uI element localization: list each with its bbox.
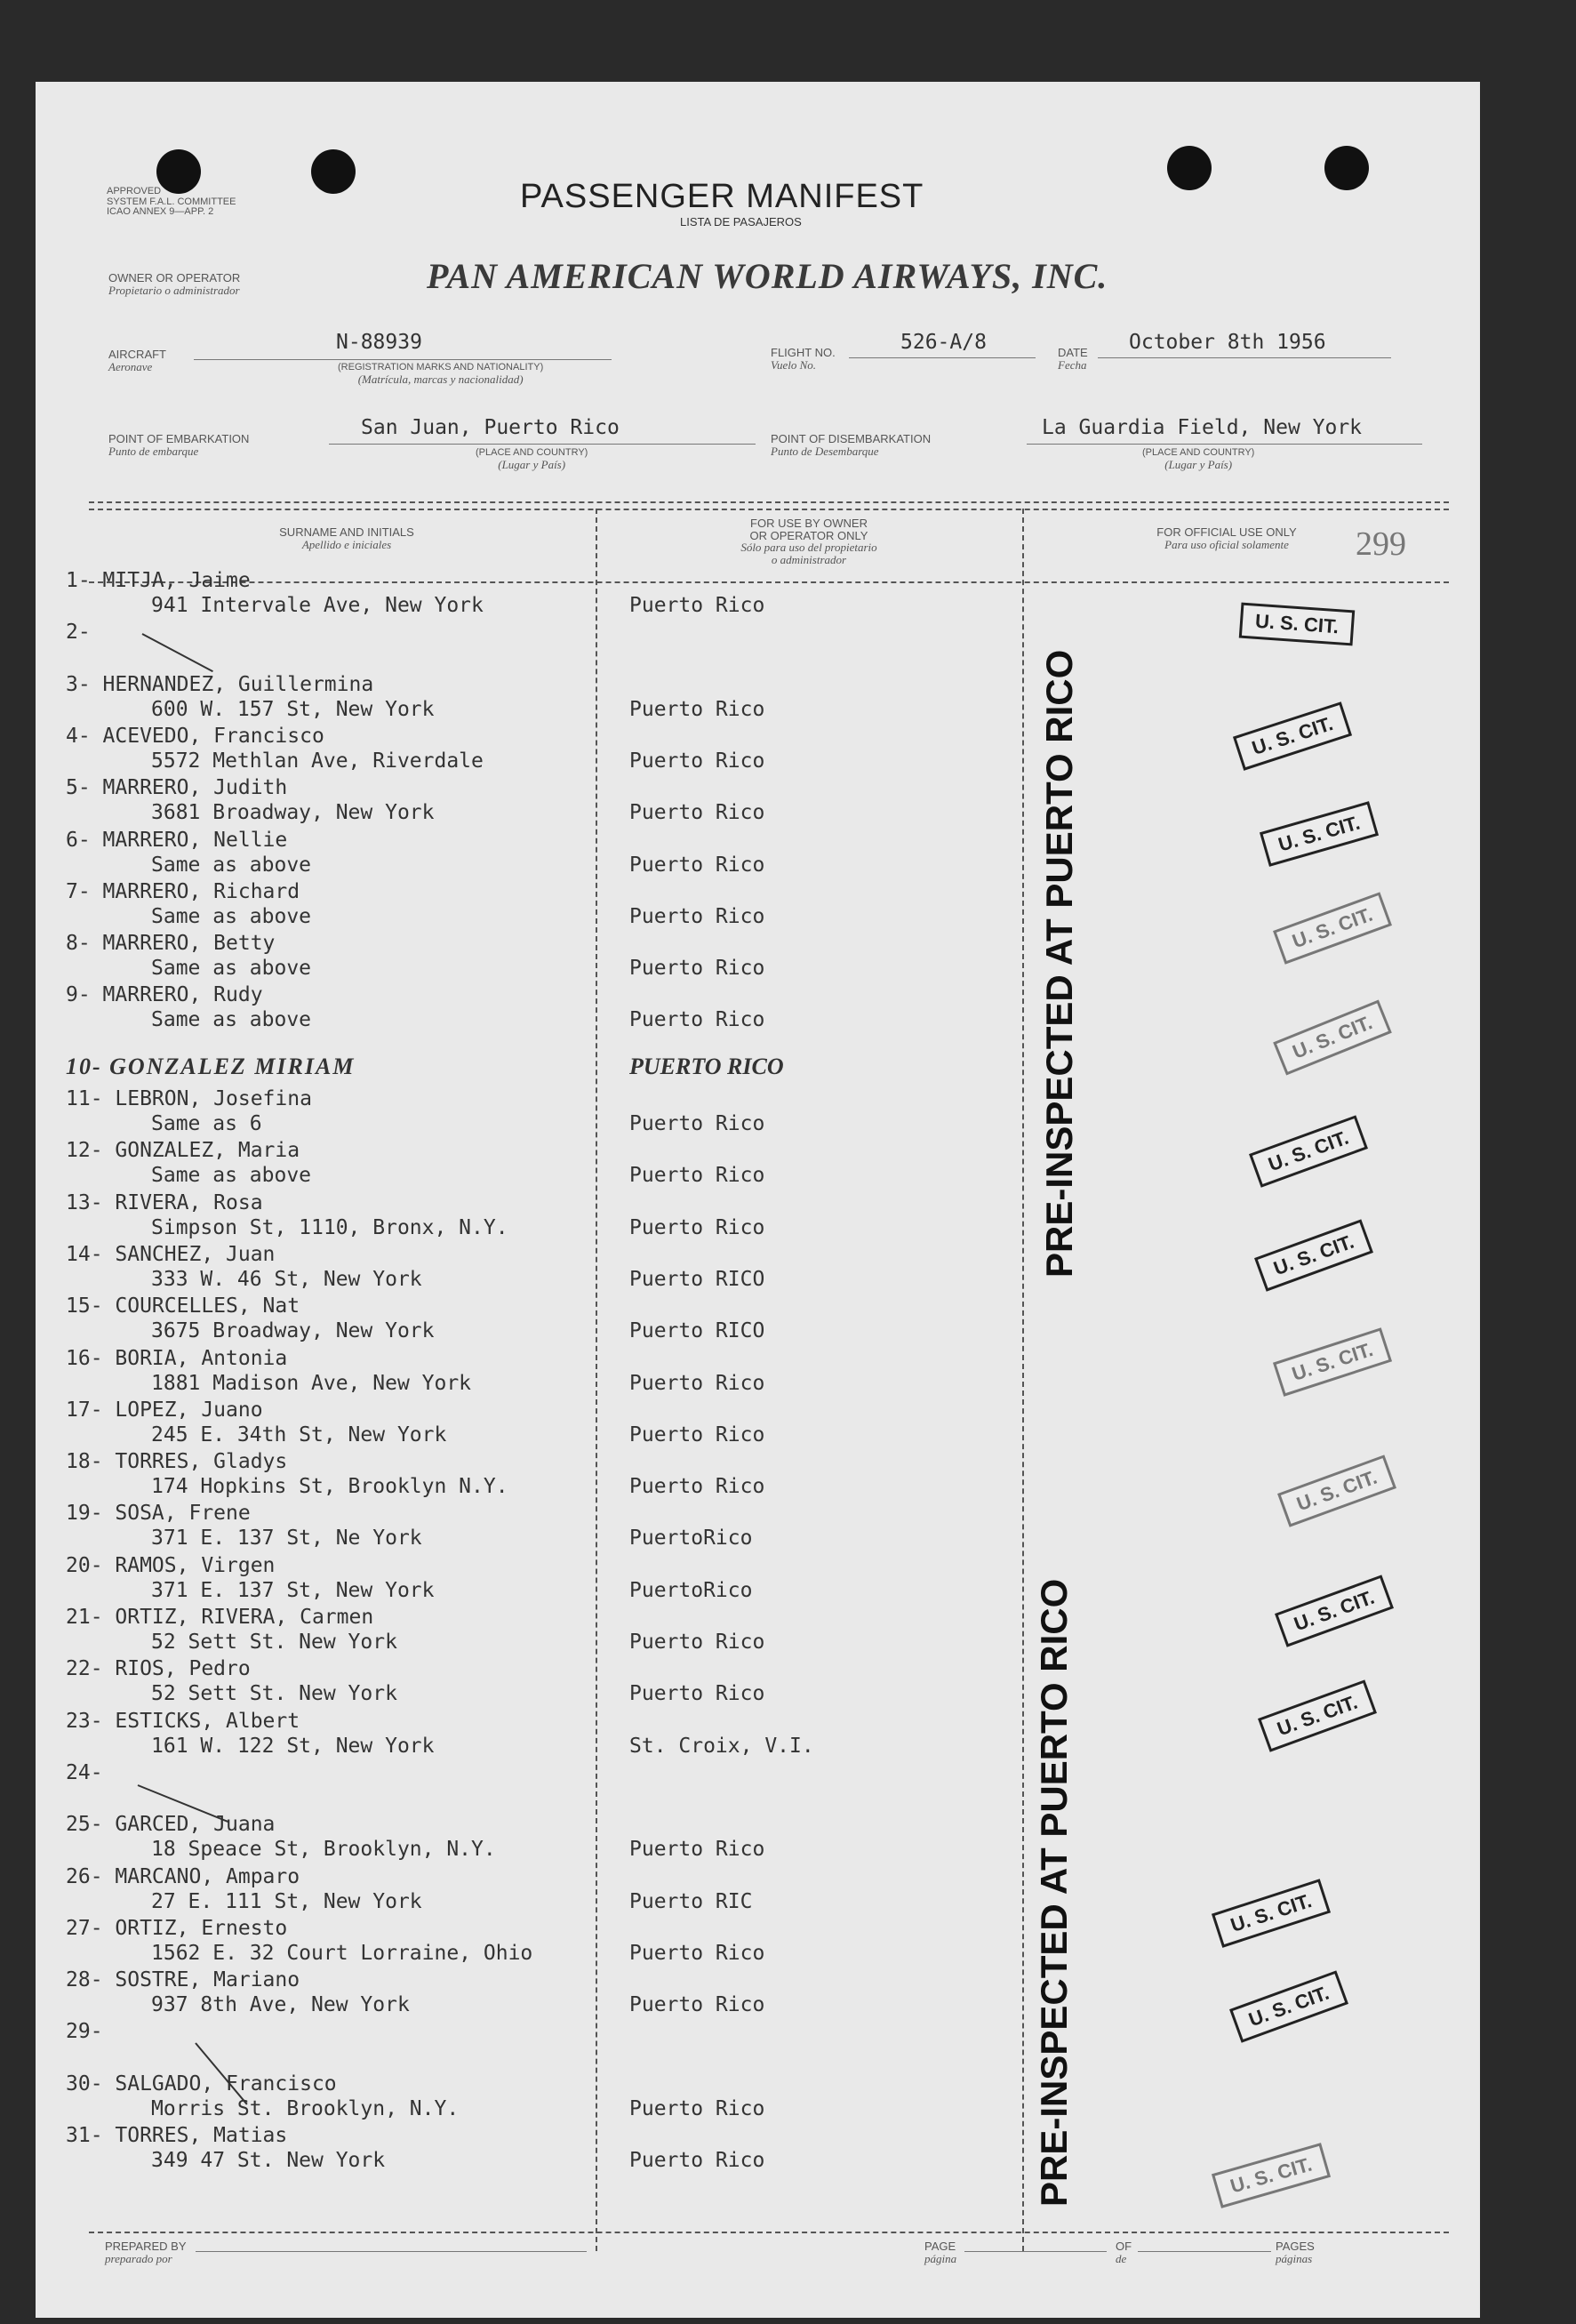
passenger-citizenship: Puerto Rico bbox=[629, 594, 765, 617]
passenger-citizenship: Puerto Rico bbox=[629, 1216, 765, 1239]
passenger-name: 14- SANCHEZ, Juan bbox=[66, 1243, 276, 1266]
preinspected-stamp: PRE-INSPECTED AT PUERTO RICO bbox=[1038, 649, 1080, 1278]
passenger-name: 9- MARRERO, Rudy bbox=[66, 983, 263, 1006]
passenger-citizenship: Puerto Rico bbox=[629, 801, 765, 824]
us-citizen-stamp: U. S. CIT. bbox=[1254, 1219, 1373, 1291]
passenger-row bbox=[36, 1761, 1480, 1813]
passenger-row bbox=[36, 1554, 1480, 1606]
passenger-name: 1- MITJA, Jaime bbox=[66, 569, 251, 592]
us-citizen-stamp: U. S. CIT. bbox=[1277, 1455, 1396, 1527]
passenger-name: 12- GONZALEZ, Maria bbox=[66, 1139, 300, 1162]
surname-header-es: Apellido e iniciales bbox=[301, 537, 392, 551]
pages-label bbox=[1276, 2240, 1315, 2264]
official-use-header-es: Para uso oficial solamente bbox=[1164, 537, 1289, 551]
passenger-name: 20- RAMOS, Virgen bbox=[66, 1554, 276, 1577]
passenger-row bbox=[36, 1294, 1480, 1346]
passenger-address: 937 8th Ave, New York bbox=[151, 1993, 410, 2016]
passenger-citizenship: Puerto RICO bbox=[629, 1268, 765, 1291]
passenger-address: Same as above bbox=[151, 853, 312, 877]
passenger-address: Same as above bbox=[151, 957, 312, 980]
us-citizen-stamp: U. S. CIT. bbox=[1233, 701, 1352, 771]
passenger-citizenship: PUERTO RICO bbox=[629, 1054, 784, 1079]
passenger-name: 7- MARRERO, Richard bbox=[66, 880, 300, 903]
date-label-es: Fecha bbox=[1058, 357, 1087, 372]
passenger-name: 6- MARRERO, Nellie bbox=[66, 829, 288, 852]
passenger-name: 21- ORTIZ, RIVERA, Carmen bbox=[66, 1606, 374, 1629]
passenger-address: 333 W. 46 St, New York bbox=[151, 1268, 422, 1291]
passenger-citizenship: PuertoRico bbox=[629, 1527, 753, 1550]
passenger-name: 30- SALGADO, Francisco bbox=[66, 2072, 337, 2096]
passenger-name: 16- BORIA, Antonia bbox=[66, 1347, 288, 1370]
passenger-citizenship: Puerto Rico bbox=[629, 1838, 765, 1861]
prepared-by-underline bbox=[196, 2251, 587, 2252]
footer-rule bbox=[89, 2232, 1449, 2233]
passenger-citizenship: PuertoRico bbox=[629, 1579, 753, 1602]
passenger-citizenship: Puerto Rico bbox=[629, 1942, 765, 1965]
passenger-citizenship: St. Croix, V.I. bbox=[629, 1735, 814, 1758]
passenger-row bbox=[36, 1813, 1480, 1864]
passenger-citizenship: Puerto Rico bbox=[629, 2149, 765, 2172]
passenger-address: Same as above bbox=[151, 1008, 312, 1031]
passenger-name: 13- RIVERA, Rosa bbox=[66, 1191, 263, 1214]
passenger-row bbox=[36, 2072, 1480, 2124]
passenger-row bbox=[36, 880, 1480, 932]
passenger-name: 17- LOPEZ, Juano bbox=[66, 1398, 263, 1422]
passenger-row bbox=[36, 983, 1480, 1035]
passenger-address: Same as above bbox=[151, 1164, 312, 1187]
owner-use-header-es-2: o administrador bbox=[771, 552, 847, 566]
passenger-citizenship: Puerto Rico bbox=[629, 749, 765, 773]
us-citizen-stamp: U. S. CIT. bbox=[1275, 1575, 1394, 1647]
passenger-citizenship: Puerto Rico bbox=[629, 905, 765, 928]
passenger-name: 5- MARRERO, Judith bbox=[66, 776, 288, 799]
page-stamp-number: 299 bbox=[1356, 525, 1406, 563]
flight-number: 526-A/8 bbox=[900, 331, 987, 354]
passenger-citizenship: Puerto Rico bbox=[629, 1164, 765, 1187]
passenger-name: 25- GARCED, Juana bbox=[66, 1813, 276, 1836]
passenger-row bbox=[36, 1398, 1480, 1450]
passenger-name: 26- MARCANO, Amparo bbox=[66, 1865, 300, 1888]
passenger-row bbox=[36, 1347, 1480, 1398]
passenger-name: 24- bbox=[66, 1761, 103, 1784]
passenger-name: 22- RIOS, Pedro bbox=[66, 1657, 251, 1680]
passenger-citizenship: Puerto Rico bbox=[629, 1475, 765, 1498]
document-title: PASSENGER MANIFEST bbox=[520, 178, 924, 215]
place-note-es: (Lugar y País) bbox=[498, 457, 566, 471]
pages-label-es: páginas bbox=[1276, 2251, 1313, 2265]
passenger-row bbox=[36, 673, 1480, 725]
page-label-en: PAGE bbox=[924, 2240, 956, 2253]
manifest-sheet bbox=[36, 82, 1480, 2318]
passenger-address: 371 E. 137 St, Ne York bbox=[151, 1527, 422, 1550]
passenger-address: 174 Hopkins St, Brooklyn N.Y. bbox=[151, 1475, 508, 1498]
owner-label-en: OWNER OR OPERATOR bbox=[108, 271, 241, 284]
passenger-citizenship: Puerto Rico bbox=[629, 1631, 765, 1654]
us-citizen-stamp: U. S. CIT. bbox=[1273, 1327, 1392, 1397]
passenger-address: 349 47 St. New York bbox=[151, 2149, 386, 2172]
us-citizen-stamp: U. S. CIT. bbox=[1239, 603, 1356, 646]
passenger-name: 29- bbox=[66, 2020, 103, 2043]
us-citizen-stamp: U. S. CIT. bbox=[1258, 1679, 1377, 1751]
date-label-en: DATE bbox=[1058, 346, 1088, 359]
owner-use-header-en-2: OR OPERATOR ONLY bbox=[749, 528, 868, 542]
disembarkation-label-es: Punto de Desembarque bbox=[771, 444, 879, 458]
us-citizen-stamp: U. S. CIT. bbox=[1212, 2143, 1331, 2208]
operator-name: PAN AMERICAN WORLD AIRWAYS, INC. bbox=[427, 256, 1108, 296]
embarkation-point: San Juan, Puerto Rico bbox=[361, 416, 620, 439]
disembarkation-point: La Guardia Field, New York bbox=[1042, 416, 1363, 439]
passenger-name: 2- bbox=[66, 621, 91, 644]
us-citizen-stamp: U. S. CIT. bbox=[1260, 801, 1379, 867]
passenger-citizenship: Puerto Rico bbox=[629, 1682, 765, 1705]
passenger-row bbox=[36, 776, 1480, 828]
passenger-row bbox=[36, 1657, 1480, 1709]
passenger-address: 52 Sett St. New York bbox=[151, 1631, 397, 1654]
embarkation-label-en: POINT OF EMBARKATION bbox=[108, 432, 250, 445]
disembarkation-label-en: POINT OF DISEMBARKATION bbox=[771, 432, 932, 445]
passenger-address: Morris St. Brooklyn, N.Y. bbox=[151, 2097, 460, 2120]
passenger-name: 3- HERNANDEZ, Guillermina bbox=[66, 673, 374, 696]
place-note-en: (PLACE AND COUNTRY) bbox=[476, 447, 588, 458]
page-underline bbox=[964, 2251, 1107, 2252]
of-label bbox=[1116, 2240, 1132, 2264]
passenger-name: 31- TORRES, Matias bbox=[66, 2124, 288, 2147]
passenger-address: 941 Intervale Ave, New York bbox=[151, 594, 484, 617]
passenger-name: 28- SOSTRE, Mariano bbox=[66, 1968, 300, 1991]
passenger-address: Same as above bbox=[151, 905, 312, 928]
passenger-row bbox=[36, 1191, 1480, 1243]
passenger-address: 161 W. 122 St, New York bbox=[151, 1735, 435, 1758]
passenger-address: 245 E. 34th St, New York bbox=[151, 1423, 447, 1446]
passenger-citizenship: Puerto Rico bbox=[629, 1993, 765, 2016]
us-citizen-stamp: U. S. CIT. bbox=[1229, 1970, 1348, 2042]
passenger-name: 10- GONZALEZ MIRIAM bbox=[66, 1054, 356, 1079]
pages-label-en: PAGES bbox=[1276, 2240, 1315, 2253]
passenger-address: 600 W. 157 St, New York bbox=[151, 698, 435, 721]
passenger-row bbox=[36, 1087, 1480, 1139]
place-note-es: (Lugar y País) bbox=[1164, 457, 1233, 471]
passenger-address: 5572 Methlan Ave, Riverdale bbox=[151, 749, 484, 773]
passenger-citizenship: Puerto Rico bbox=[629, 957, 765, 980]
passenger-citizenship: Puerto Rico bbox=[629, 1423, 765, 1446]
passenger-address: 3681 Broadway, New York bbox=[151, 801, 435, 824]
approval-line: ICAO ANNEX 9—APP. 2 bbox=[107, 206, 214, 218]
passenger-name: 8- MARRERO, Betty bbox=[66, 932, 276, 955]
passenger-citizenship: Puerto Rico bbox=[629, 1008, 765, 1031]
page-label-es: página bbox=[924, 2251, 957, 2265]
passenger-list bbox=[36, 82, 1480, 2318]
owner-use-header-es-1: Sólo para uso del propietario bbox=[740, 541, 877, 555]
passenger-address: 3675 Broadway, New York bbox=[151, 1319, 435, 1342]
owner-label-es: Propietario o administrador bbox=[108, 283, 240, 297]
passenger-address: 18 Speace St, Brooklyn, N.Y. bbox=[151, 1838, 496, 1861]
aircraft-value: N-88939 bbox=[336, 331, 422, 354]
aircraft-label-es: Aeronave bbox=[108, 359, 153, 373]
us-citizen-stamp: U. S. CIT. bbox=[1249, 1115, 1368, 1187]
passenger-citizenship: Puerto Rico bbox=[629, 1112, 765, 1135]
us-citizen-stamp: U. S. CIT. bbox=[1273, 892, 1392, 964]
of-underline bbox=[1138, 2251, 1271, 2252]
of-label-es: de bbox=[1116, 2251, 1127, 2265]
passenger-address: 52 Sett St. New York bbox=[151, 1682, 397, 1705]
registration-note-es: (Matrícula, marcas y nacionalidad) bbox=[357, 372, 524, 386]
passenger-row bbox=[36, 1606, 1480, 1657]
of-label-en: OF bbox=[1116, 2240, 1132, 2253]
registration-note-en: (REGISTRATION MARKS AND NATIONALITY) bbox=[338, 362, 544, 373]
passenger-citizenship: Puerto RICO bbox=[629, 1319, 765, 1342]
passenger-address: 1881 Madison Ave, New York bbox=[151, 1372, 472, 1395]
passenger-row bbox=[36, 932, 1480, 983]
passenger-address: 371 E. 137 St, New York bbox=[151, 1579, 435, 1602]
passenger-address: 1562 E. 32 Court Lorraine, Ohio bbox=[151, 1942, 533, 1965]
embarkation-label-es: Punto de embarque bbox=[108, 444, 199, 458]
us-citizen-stamp: U. S. CIT. bbox=[1212, 1879, 1331, 1948]
prepared-by-label bbox=[105, 2240, 187, 2264]
approval-line: APPROVED bbox=[107, 186, 162, 196]
passenger-name: 15- COURCELLES, Nat bbox=[66, 1294, 300, 1318]
prepared-by-en: PREPARED BY bbox=[105, 2240, 187, 2253]
passenger-name: 18- TORRES, Gladys bbox=[66, 1450, 288, 1473]
flight-label-es: Vuelo No. bbox=[771, 357, 817, 372]
passenger-address: 27 E. 111 St, New York bbox=[151, 1890, 422, 1913]
passenger-citizenship: Puerto Rico bbox=[629, 853, 765, 877]
document-subtitle: LISTA DE PASAJEROS bbox=[680, 215, 802, 228]
passenger-name: 11- LEBRON, Josefina bbox=[66, 1087, 312, 1110]
flight-label-en: FLIGHT NO. bbox=[771, 346, 836, 359]
passenger-citizenship: Puerto Rico bbox=[629, 1372, 765, 1395]
place-note-en: (PLACE AND COUNTRY) bbox=[1142, 447, 1255, 458]
passenger-name: 4- ACEVEDO, Francisco bbox=[66, 725, 324, 748]
owner-use-header-en-1: FOR USE BY OWNER bbox=[750, 517, 868, 530]
surname-header-en: SURNAME AND INITIALS bbox=[279, 525, 414, 539]
passenger-citizenship: Puerto Rico bbox=[629, 2097, 765, 2120]
passenger-citizenship: Puerto RIC bbox=[629, 1890, 753, 1913]
prepared-by-es: preparado por bbox=[105, 2251, 172, 2265]
passenger-address: Same as 6 bbox=[151, 1112, 262, 1135]
us-citizen-stamp: U. S. CIT. bbox=[1273, 999, 1392, 1075]
passenger-address: Simpson St, 1110, Bronx, N.Y. bbox=[151, 1216, 508, 1239]
passenger-row bbox=[36, 1450, 1480, 1502]
passenger-row bbox=[36, 1502, 1480, 1553]
passenger-citizenship: Puerto Rico bbox=[629, 698, 765, 721]
passenger-row bbox=[36, 1036, 1480, 1087]
passenger-name: 23- ESTICKS, Albert bbox=[66, 1710, 300, 1733]
passenger-name: 27- ORTIZ, Ernesto bbox=[66, 1917, 288, 1940]
page-label bbox=[924, 2240, 956, 2264]
official-use-header-en: FOR OFFICIAL USE ONLY bbox=[1156, 525, 1297, 539]
approval-line: SYSTEM F.A.L. COMMITTEE bbox=[107, 196, 236, 207]
aircraft-label-en: AIRCRAFT bbox=[108, 348, 166, 361]
flight-date: October 8th 1956 bbox=[1129, 331, 1326, 354]
preinspected-stamp: PRE-INSPECTED AT PUERTO RICO bbox=[1033, 1578, 1075, 2207]
passenger-name: 19- SOSA, Frene bbox=[66, 1502, 251, 1525]
